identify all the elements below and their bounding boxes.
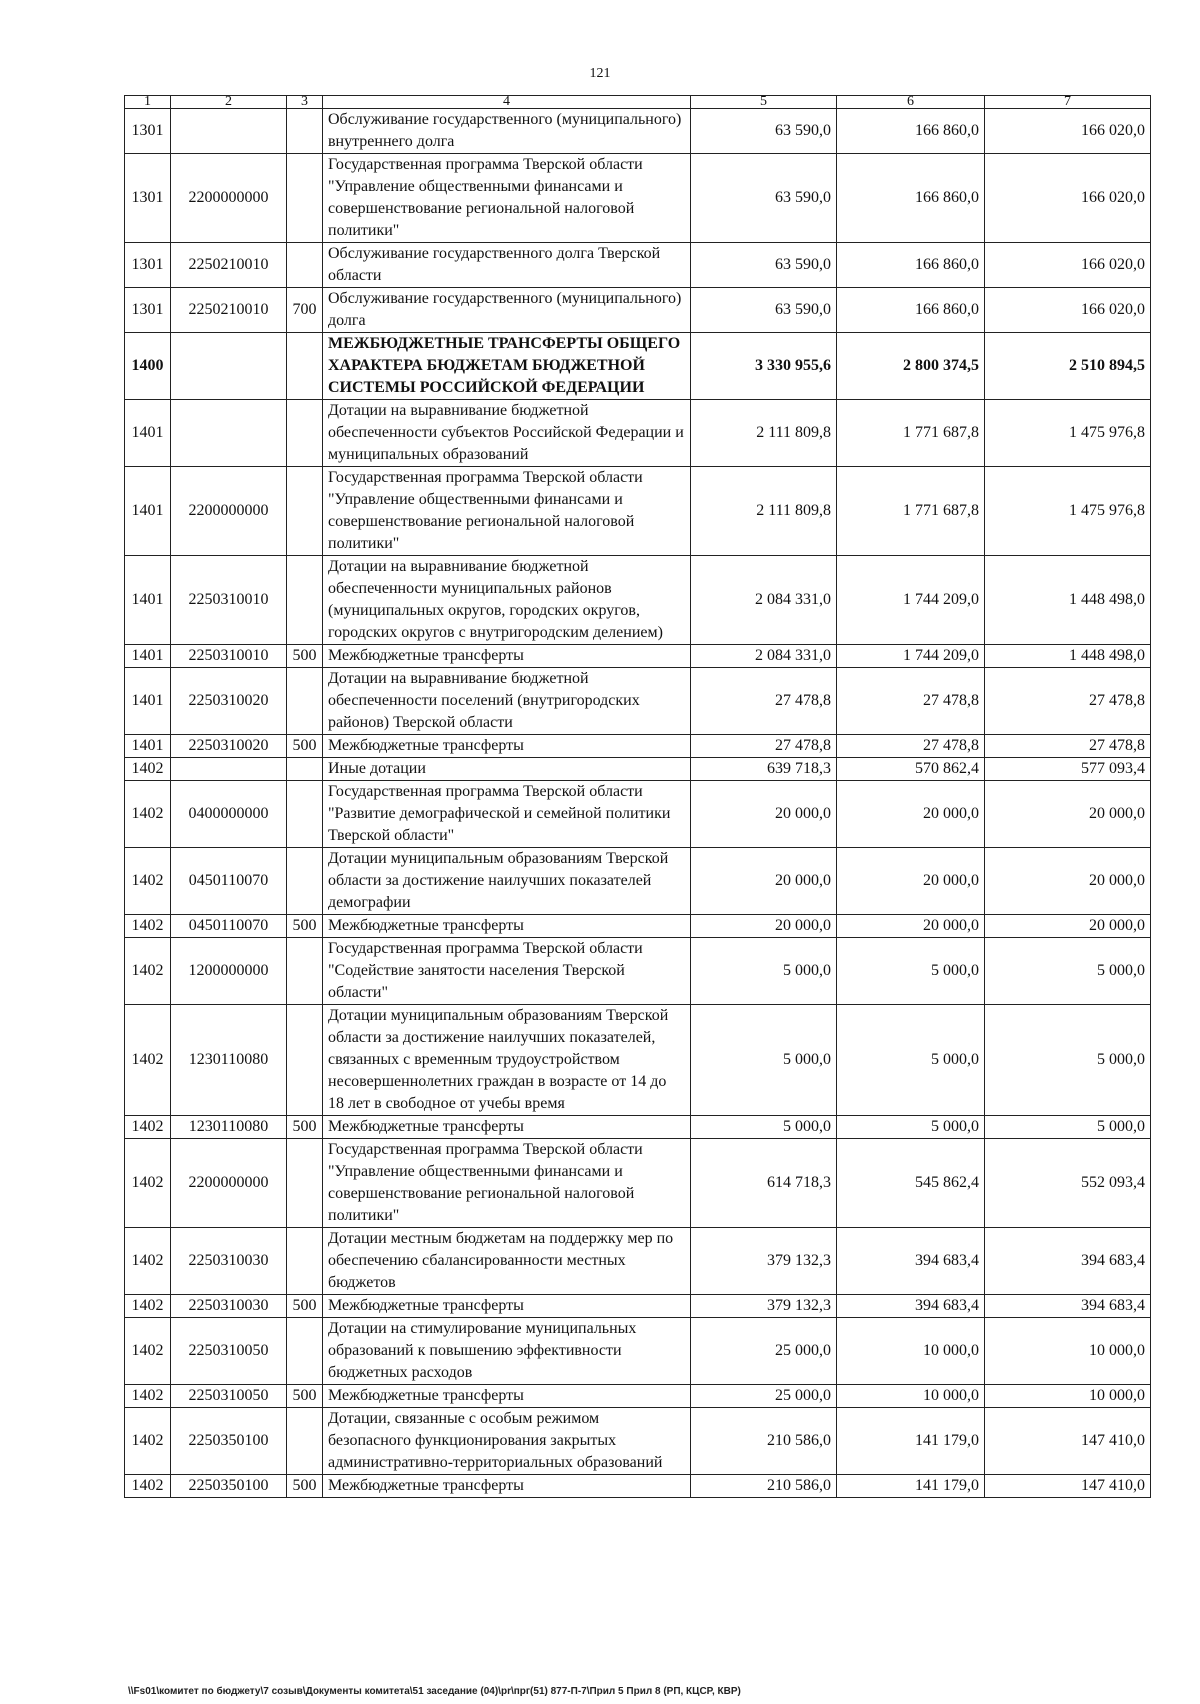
amount-col5-cell: 2 111 809,8 — [691, 400, 837, 467]
expense-type-cell — [287, 1139, 323, 1228]
table-row — [125, 556, 1151, 645]
amount-col6-cell: 20 000,0 — [837, 781, 985, 848]
section-code-cell: 1402 — [125, 781, 171, 848]
expense-type-cell: 500 — [287, 735, 323, 758]
amount-col5-cell: 2 111 809,8 — [691, 467, 837, 556]
amount-col6-cell: 166 860,0 — [837, 154, 985, 243]
table-row — [125, 1005, 1151, 1116]
amount-col6-cell: 141 179,0 — [837, 1475, 985, 1498]
table-row — [125, 1116, 1151, 1139]
item-name-cell: Межбюджетные трансферты — [323, 1116, 691, 1139]
target-article-cell: 2250350100 — [171, 1475, 287, 1498]
amount-col5-cell: 379 132,3 — [691, 1228, 837, 1295]
amount-col5-cell: 27 478,8 — [691, 668, 837, 735]
amount-col5-cell: 27 478,8 — [691, 735, 837, 758]
section-code-cell: 1400 — [125, 333, 171, 400]
target-article-cell — [171, 109, 287, 154]
expense-type-cell: 700 — [287, 288, 323, 333]
section-code-cell: 1402 — [125, 938, 171, 1005]
section-code-cell: 1401 — [125, 467, 171, 556]
item-name-cell: Государственная программа Тверской области "Управление общественными финансами и совершенствование региональной налоговой политики" — [323, 154, 691, 243]
amount-col7-cell: 2 510 894,5 — [985, 333, 1151, 400]
item-name-cell: Дотации муниципальным образованиям Тверской области за достижение наилучших показателей демографии — [323, 848, 691, 915]
expense-type-cell — [287, 243, 323, 288]
amount-col6-cell: 141 179,0 — [837, 1408, 985, 1475]
amount-col7-cell: 552 093,4 — [985, 1139, 1151, 1228]
amount-col7-cell: 20 000,0 — [985, 781, 1151, 848]
amount-col5-cell: 5 000,0 — [691, 1116, 837, 1139]
table-row — [125, 243, 1151, 288]
target-article-cell: 2250210010 — [171, 288, 287, 333]
column-number: 6 — [837, 96, 985, 109]
item-name-cell: Дотации на выравнивание бюджетной обеспеченности муниципальных районов (муниципальных округов, городских округов, городских округов с внутригородским делением) — [323, 556, 691, 645]
amount-col5-cell: 379 132,3 — [691, 1295, 837, 1318]
target-article-cell: 2250310030 — [171, 1228, 287, 1295]
amount-col5-cell: 63 590,0 — [691, 154, 837, 243]
section-code-cell: 1301 — [125, 288, 171, 333]
amount-col5-cell: 25 000,0 — [691, 1318, 837, 1385]
amount-col7-cell: 10 000,0 — [985, 1318, 1151, 1385]
expense-type-cell: 500 — [287, 1385, 323, 1408]
expense-type-cell — [287, 848, 323, 915]
section-code-cell: 1402 — [125, 1475, 171, 1498]
item-name-cell: Дотации на выравнивание бюджетной обеспеченности субъектов Российской Федерации и муниципальных образований — [323, 400, 691, 467]
table-row — [125, 109, 1151, 154]
amount-col5-cell: 210 586,0 — [691, 1408, 837, 1475]
expense-type-cell: 500 — [287, 1116, 323, 1139]
amount-col6-cell: 27 478,8 — [837, 668, 985, 735]
target-article-cell: 2250210010 — [171, 243, 287, 288]
amount-col6-cell: 10 000,0 — [837, 1318, 985, 1385]
target-article-cell: 0450110070 — [171, 848, 287, 915]
expense-type-cell — [287, 400, 323, 467]
amount-col6-cell: 545 862,4 — [837, 1139, 985, 1228]
amount-col5-cell: 20 000,0 — [691, 848, 837, 915]
target-article-cell: 0450110070 — [171, 915, 287, 938]
target-article-cell: 2250310030 — [171, 1295, 287, 1318]
item-name-cell: Дотации на выравнивание бюджетной обеспеченности поселений (внутригородских районов) Тверской области — [323, 668, 691, 735]
amount-col7-cell: 10 000,0 — [985, 1385, 1151, 1408]
section-code-cell: 1301 — [125, 243, 171, 288]
column-number-row — [125, 96, 1151, 109]
table-row — [125, 781, 1151, 848]
section-code-cell: 1402 — [125, 848, 171, 915]
amount-col6-cell: 166 860,0 — [837, 109, 985, 154]
item-name-cell: Иные дотации — [323, 758, 691, 781]
target-article-cell: 2200000000 — [171, 467, 287, 556]
amount-col7-cell: 147 410,0 — [985, 1408, 1151, 1475]
target-article-cell: 2200000000 — [171, 1139, 287, 1228]
amount-col6-cell: 166 860,0 — [837, 288, 985, 333]
file-path-footer: \\Fs01\комитет по бюджету\7 созыв\Документы комитета\51 заседание (04)\pr\прг(51) 877-П-7\Прил 5 Прил 8 (РП, КЦСР, КВР) — [128, 1686, 741, 1697]
amount-col5-cell: 639 718,3 — [691, 758, 837, 781]
table-row — [125, 1228, 1151, 1295]
amount-col5-cell: 5 000,0 — [691, 938, 837, 1005]
amount-col5-cell: 3 330 955,6 — [691, 333, 837, 400]
target-article-cell: 2250310010 — [171, 556, 287, 645]
page-number: 121 — [589, 66, 611, 81]
table-row — [125, 467, 1151, 556]
item-name-cell: Государственная программа Тверской области "Развитие демографической и семейной политики Тверской области" — [323, 781, 691, 848]
section-code-cell: 1402 — [125, 1295, 171, 1318]
amount-col7-cell: 394 683,4 — [985, 1228, 1151, 1295]
item-name-cell: Межбюджетные трансферты — [323, 915, 691, 938]
section-code-cell: 1401 — [125, 400, 171, 467]
column-number: 1 — [125, 96, 171, 109]
expense-type-cell — [287, 1318, 323, 1385]
target-article-cell: 2250310010 — [171, 645, 287, 668]
amount-col5-cell: 5 000,0 — [691, 1005, 837, 1116]
target-article-cell: 2250310050 — [171, 1385, 287, 1408]
column-number: 3 — [287, 96, 323, 109]
target-article-cell: 1230110080 — [171, 1005, 287, 1116]
target-article-cell — [171, 758, 287, 781]
expense-type-cell — [287, 668, 323, 735]
amount-col7-cell: 577 093,4 — [985, 758, 1151, 781]
item-name-cell: Обслуживание государственного (муниципального) внутреннего долга — [323, 109, 691, 154]
amount-col7-cell: 5 000,0 — [985, 938, 1151, 1005]
expense-type-cell: 500 — [287, 1295, 323, 1318]
amount-col6-cell: 1 744 209,0 — [837, 556, 985, 645]
section-code-cell: 1402 — [125, 1228, 171, 1295]
amount-col7-cell: 166 020,0 — [985, 288, 1151, 333]
item-name-cell: Межбюджетные трансферты — [323, 1475, 691, 1498]
table-row — [125, 400, 1151, 467]
amount-col5-cell: 63 590,0 — [691, 288, 837, 333]
amount-col6-cell: 20 000,0 — [837, 915, 985, 938]
target-article-cell: 2250350100 — [171, 1408, 287, 1475]
item-name-cell: Межбюджетные трансферты — [323, 1385, 691, 1408]
amount-col7-cell: 20 000,0 — [985, 848, 1151, 915]
target-article-cell: 0400000000 — [171, 781, 287, 848]
table-body — [125, 109, 1151, 1498]
table-row — [125, 758, 1151, 781]
item-name-cell: Государственная программа Тверской области "Управление общественными финансами и совершенствование региональной налоговой политики" — [323, 1139, 691, 1228]
table-row — [125, 333, 1151, 400]
section-code-cell: 1402 — [125, 1318, 171, 1385]
item-name-cell: Дотации на стимулирование муниципальных образований к повышению эффективности бюджетных расходов — [323, 1318, 691, 1385]
amount-col7-cell: 1 475 976,8 — [985, 467, 1151, 556]
amount-col5-cell: 210 586,0 — [691, 1475, 837, 1498]
amount-col7-cell: 166 020,0 — [985, 243, 1151, 288]
item-name-cell: Обслуживание государственного (муниципального) долга — [323, 288, 691, 333]
section-code-cell: 1401 — [125, 735, 171, 758]
column-number: 4 — [323, 96, 691, 109]
amount-col6-cell: 394 683,4 — [837, 1228, 985, 1295]
expense-type-cell — [287, 154, 323, 243]
expense-type-cell — [287, 1228, 323, 1295]
section-code-cell: 1402 — [125, 1005, 171, 1116]
table-row — [125, 1475, 1151, 1498]
amount-col7-cell: 27 478,8 — [985, 668, 1151, 735]
expense-type-cell — [287, 333, 323, 400]
amount-col7-cell: 5 000,0 — [985, 1116, 1151, 1139]
column-number: 7 — [985, 96, 1151, 109]
table-row — [125, 668, 1151, 735]
amount-col6-cell: 5 000,0 — [837, 1005, 985, 1116]
table-row — [125, 938, 1151, 1005]
amount-col7-cell: 1 448 498,0 — [985, 556, 1151, 645]
amount-col6-cell: 394 683,4 — [837, 1295, 985, 1318]
amount-col6-cell: 5 000,0 — [837, 1116, 985, 1139]
expense-type-cell: 500 — [287, 645, 323, 668]
section-code-cell: 1402 — [125, 1116, 171, 1139]
expense-type-cell — [287, 556, 323, 645]
expense-type-cell — [287, 467, 323, 556]
item-name-cell: Государственная программа Тверской области "Содействие занятости населения Тверской области" — [323, 938, 691, 1005]
section-code-cell: 1301 — [125, 109, 171, 154]
target-article-cell: 2250310050 — [171, 1318, 287, 1385]
amount-col7-cell: 147 410,0 — [985, 1475, 1151, 1498]
target-article-cell: 2250310020 — [171, 735, 287, 758]
expense-type-cell — [287, 1005, 323, 1116]
item-name-cell: Межбюджетные трансферты — [323, 645, 691, 668]
amount-col6-cell: 1 744 209,0 — [837, 645, 985, 668]
target-article-cell: 2250310020 — [171, 668, 287, 735]
target-article-cell: 1200000000 — [171, 938, 287, 1005]
amount-col5-cell: 20 000,0 — [691, 915, 837, 938]
table-row — [125, 154, 1151, 243]
expense-type-cell — [287, 109, 323, 154]
amount-col5-cell: 614 718,3 — [691, 1139, 837, 1228]
table-row — [125, 848, 1151, 915]
amount-col7-cell: 20 000,0 — [985, 915, 1151, 938]
amount-col5-cell: 63 590,0 — [691, 243, 837, 288]
amount-col5-cell: 2 084 331,0 — [691, 645, 837, 668]
table-row — [125, 1385, 1151, 1408]
budget-table — [124, 95, 1151, 1498]
amount-col6-cell: 1 771 687,8 — [837, 467, 985, 556]
target-article-cell — [171, 400, 287, 467]
item-name-cell: Государственная программа Тверской области "Управление общественными финансами и совершенствование региональной налоговой политики" — [323, 467, 691, 556]
item-name-cell: Обслуживание государственного долга Тверской области — [323, 243, 691, 288]
table-row — [125, 1408, 1151, 1475]
target-article-cell: 2200000000 — [171, 154, 287, 243]
item-name-cell: Дотации, связанные с особым режимом безопасного функционирования закрытых административно-территориальных образований — [323, 1408, 691, 1475]
amount-col6-cell: 570 862,4 — [837, 758, 985, 781]
expense-type-cell: 500 — [287, 1475, 323, 1498]
amount-col5-cell: 2 084 331,0 — [691, 556, 837, 645]
amount-col7-cell: 394 683,4 — [985, 1295, 1151, 1318]
section-code-cell: 1402 — [125, 915, 171, 938]
item-name-cell: Дотации муниципальным образованиям Тверской области за достижение наилучших показателей, связанных с временным трудоустройством несовершеннолетних граждан в возрасте от 14 до 18 лет в свободное от учебы время — [323, 1005, 691, 1116]
table-row — [125, 645, 1151, 668]
amount-col7-cell: 166 020,0 — [985, 109, 1151, 154]
item-name-cell: Межбюджетные трансферты — [323, 735, 691, 758]
amount-col6-cell: 166 860,0 — [837, 243, 985, 288]
expense-type-cell: 500 — [287, 915, 323, 938]
target-article-cell — [171, 333, 287, 400]
amount-col6-cell: 10 000,0 — [837, 1385, 985, 1408]
column-number: 5 — [691, 96, 837, 109]
amount-col7-cell: 27 478,8 — [985, 735, 1151, 758]
amount-col6-cell: 1 771 687,8 — [837, 400, 985, 467]
expense-type-cell — [287, 938, 323, 1005]
table-row — [125, 735, 1151, 758]
amount-col5-cell: 25 000,0 — [691, 1385, 837, 1408]
table-row — [125, 915, 1151, 938]
table-row — [125, 288, 1151, 333]
expense-type-cell — [287, 758, 323, 781]
item-name-cell: МЕЖБЮДЖЕТНЫЕ ТРАНСФЕРТЫ ОБЩЕГО ХАРАКТЕРА БЮДЖЕТАМ БЮДЖЕТНОЙ СИСТЕМЫ РОССИЙСКОЙ ФЕДЕРАЦИИ — [323, 333, 691, 400]
section-code-cell: 1402 — [125, 1408, 171, 1475]
amount-col7-cell: 1 448 498,0 — [985, 645, 1151, 668]
amount-col7-cell: 1 475 976,8 — [985, 400, 1151, 467]
item-name-cell: Межбюджетные трансферты — [323, 1295, 691, 1318]
amount-col6-cell: 5 000,0 — [837, 938, 985, 1005]
table-row — [125, 1295, 1151, 1318]
amount-col6-cell: 20 000,0 — [837, 848, 985, 915]
expense-type-cell — [287, 1408, 323, 1475]
section-code-cell: 1401 — [125, 668, 171, 735]
expense-type-cell — [287, 781, 323, 848]
section-code-cell: 1402 — [125, 758, 171, 781]
amount-col7-cell: 5 000,0 — [985, 1005, 1151, 1116]
target-article-cell: 1230110080 — [171, 1116, 287, 1139]
section-code-cell: 1401 — [125, 645, 171, 668]
item-name-cell: Дотации местным бюджетам на поддержку мер по обеспечению сбалансированности местных бюджетов — [323, 1228, 691, 1295]
table-row — [125, 1318, 1151, 1385]
amount-col6-cell: 27 478,8 — [837, 735, 985, 758]
amount-col7-cell: 166 020,0 — [985, 154, 1151, 243]
section-code-cell: 1301 — [125, 154, 171, 243]
amount-col6-cell: 2 800 374,5 — [837, 333, 985, 400]
column-number: 2 — [171, 96, 287, 109]
amount-col5-cell: 63 590,0 — [691, 109, 837, 154]
table-row — [125, 1139, 1151, 1228]
section-code-cell: 1402 — [125, 1385, 171, 1408]
section-code-cell: 1402 — [125, 1139, 171, 1228]
section-code-cell: 1401 — [125, 556, 171, 645]
amount-col5-cell: 20 000,0 — [691, 781, 837, 848]
